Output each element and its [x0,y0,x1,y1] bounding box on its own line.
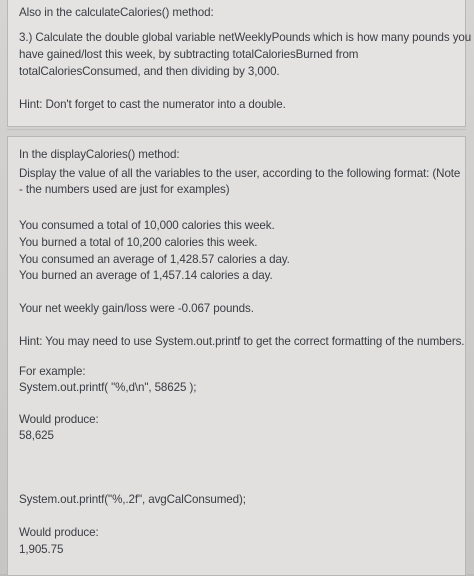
cast-hint: Hint: Don't forget to cast the numerator into a double. [19,98,286,111]
would-produce-label-1: Would produce: [19,413,99,426]
output-line-consumed-total: You consumed a total of 10,000 calories this week. [19,219,275,232]
output-line-consumed-average: You consumed an average of 1,428.57 calories a day. [19,253,290,266]
output-line-burned-total: You burned a total of 10,200 calories this week. [19,236,258,249]
section-divider [7,129,466,130]
example-label: For example: [19,365,86,378]
step3-line-2: have gained/lost this week, by subtracting totalCaloriesBurned from [19,48,359,61]
example-code-2: System.out.printf("%,.2f", avgCalConsumed); [19,493,246,506]
instruction-panel-display [7,136,466,576]
instruction-panel-calculate [7,0,472,127]
example-result-2: 1,905.75 [19,543,64,556]
display-intro-line-2: - the numbers used are just for examples) [19,183,230,196]
printf-hint: Hint: You may need to use System.out.printf to get the correct formatting of the numbers. [19,335,465,348]
example-code-1: System.out.printf( "%,d\n", 58625 ); [19,381,197,394]
net-weekly-line: Your net weekly gain/loss were -0.067 pounds. [19,302,254,315]
display-intro-line-1: Display the value of all the variables to the user, according to the following format: (Note [19,167,461,180]
step3-line-1: 3.) Calculate the double global variable netWeeklyPounds which is how many pounds you [19,31,472,44]
calculate-heading: Also in the calculateCalories() method: [19,6,214,19]
display-heading: In the displayCalories() method: [19,148,180,161]
example-result-1: 58,625 [19,429,54,442]
would-produce-label-2: Would produce: [19,526,99,539]
step3-line-3: totalCaloriesConsumed, and then dividing by 3,000. [19,65,280,78]
output-line-burned-average: You burned an average of 1,457.14 calories a day. [19,269,273,282]
